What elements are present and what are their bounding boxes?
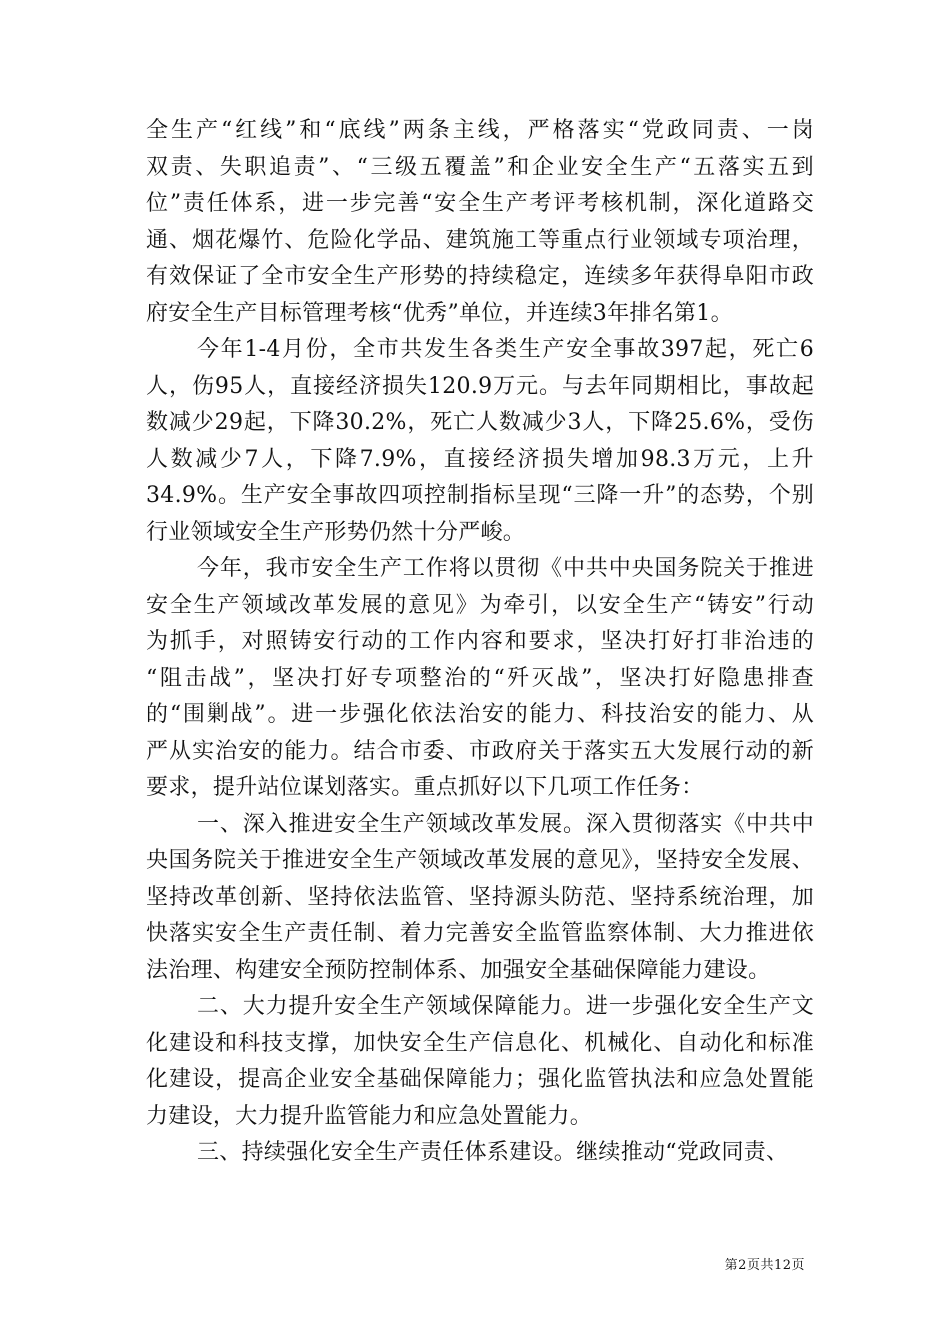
text-line: 一、深入推进安全生产领域改革发展。深入贯彻落实《中共中 xyxy=(197,811,814,837)
text-line: 今年1-4月份，全市共发生各类生产安全事故397起，死亡6 xyxy=(197,337,814,362)
text-line: 三、持续强化安全生产责任体系建设。继续推动“党政同责、 xyxy=(197,1140,789,1165)
body-text xyxy=(146,113,814,1172)
text-line: 坚持改革创新、坚持依法监管、坚持源头防范、坚持系统治理，加 xyxy=(146,884,814,910)
text-line: 化建设和科技支撑，加快安全生产信息化、机械化、自动化和标准 xyxy=(146,1030,814,1056)
text-line: 府安全生产目标管理考核“优秀”单位，并连续3年排名第1。 xyxy=(146,300,733,326)
text-line: 通、烟花爆竹、危险化学品、建筑施工等重点行业领域专项治理， xyxy=(146,227,814,253)
text-line: 位”责任体系，进一步完善“安全生产考评考核机制，深化道路交 xyxy=(146,191,814,216)
text-line: 人数减少7人，下降7.9%，直接经济损失增加98.3万元，上升 xyxy=(146,446,814,472)
page-number: 第2页共12页 xyxy=(724,1258,805,1273)
paragraph xyxy=(146,332,814,551)
paragraph xyxy=(146,1135,814,1172)
text-line: 为抓手，对照铸安行动的工作内容和要求，坚决打好打非治违的 xyxy=(146,629,814,654)
text-line: 二、大力提升安全生产领域保障能力。进一步强化安全生产文 xyxy=(197,994,814,1019)
paragraph xyxy=(146,551,814,807)
text-line: 全生产“红线”和“底线”两条主线，严格落实“党政同责、一岗 xyxy=(146,118,814,143)
text-line: “阻击战”，坚决打好专项整治的“歼灭战”，坚决打好隐患排查 xyxy=(146,665,814,691)
text-line: 快落实安全生产责任制、着力完善安全监管监察体制、大力推进依 xyxy=(146,921,814,946)
text-line: 要求，提升站位谋划落实。重点抓好以下几项工作任务： xyxy=(146,775,704,800)
text-line: 有效保证了全市安全生产形势的持续稳定，连续多年获得阜阳市政 xyxy=(146,264,814,289)
text-line: 数减少29起，下降30.2%，死亡人数减少3人，下降25.6%，受伤 xyxy=(146,410,814,435)
paragraph xyxy=(146,113,814,332)
text-line: 34.9%。生产安全事故四项控制指标呈现“三降一升”的态势，个别 xyxy=(146,483,814,508)
text-line: 双责、失职追责”、“三级五覆盖”和企业安全生产“五落实五到 xyxy=(146,154,814,180)
text-line: 法治理、构建安全预防控制体系、加强安全基础保障能力建设。 xyxy=(146,957,771,983)
text-line: 的“围剿战”。进一步强化依法治安的能力、科技治安的能力、从 xyxy=(146,702,814,727)
paragraph xyxy=(146,989,814,1135)
text-line: 央国务院关于推进安全生产领域改革发展的意见》，坚持安全发展、 xyxy=(146,848,814,873)
text-line: 化建设，提高企业安全基础保障能力；强化监管执法和应急处置能 xyxy=(146,1067,814,1092)
paragraph xyxy=(146,807,814,990)
text-line: 安全生产领域改革发展的意见》为牵引，以安全生产“铸安”行动 xyxy=(146,592,814,618)
text-line: 人，伤95人，直接经济损失120.9万元。与去年同期相比，事故起 xyxy=(146,373,814,399)
text-line: 行业领域安全生产形势仍然十分严峻。 xyxy=(146,519,526,545)
text-line: 严从实治安的能力。结合市委、市政府关于落实五大发展行动的新 xyxy=(146,738,814,764)
text-line: 力建设，大力提升监管能力和应急处置能力。 xyxy=(146,1103,593,1129)
text-line: 今年，我市安全生产工作将以贯彻《中共中央国务院关于推进 xyxy=(197,556,814,581)
